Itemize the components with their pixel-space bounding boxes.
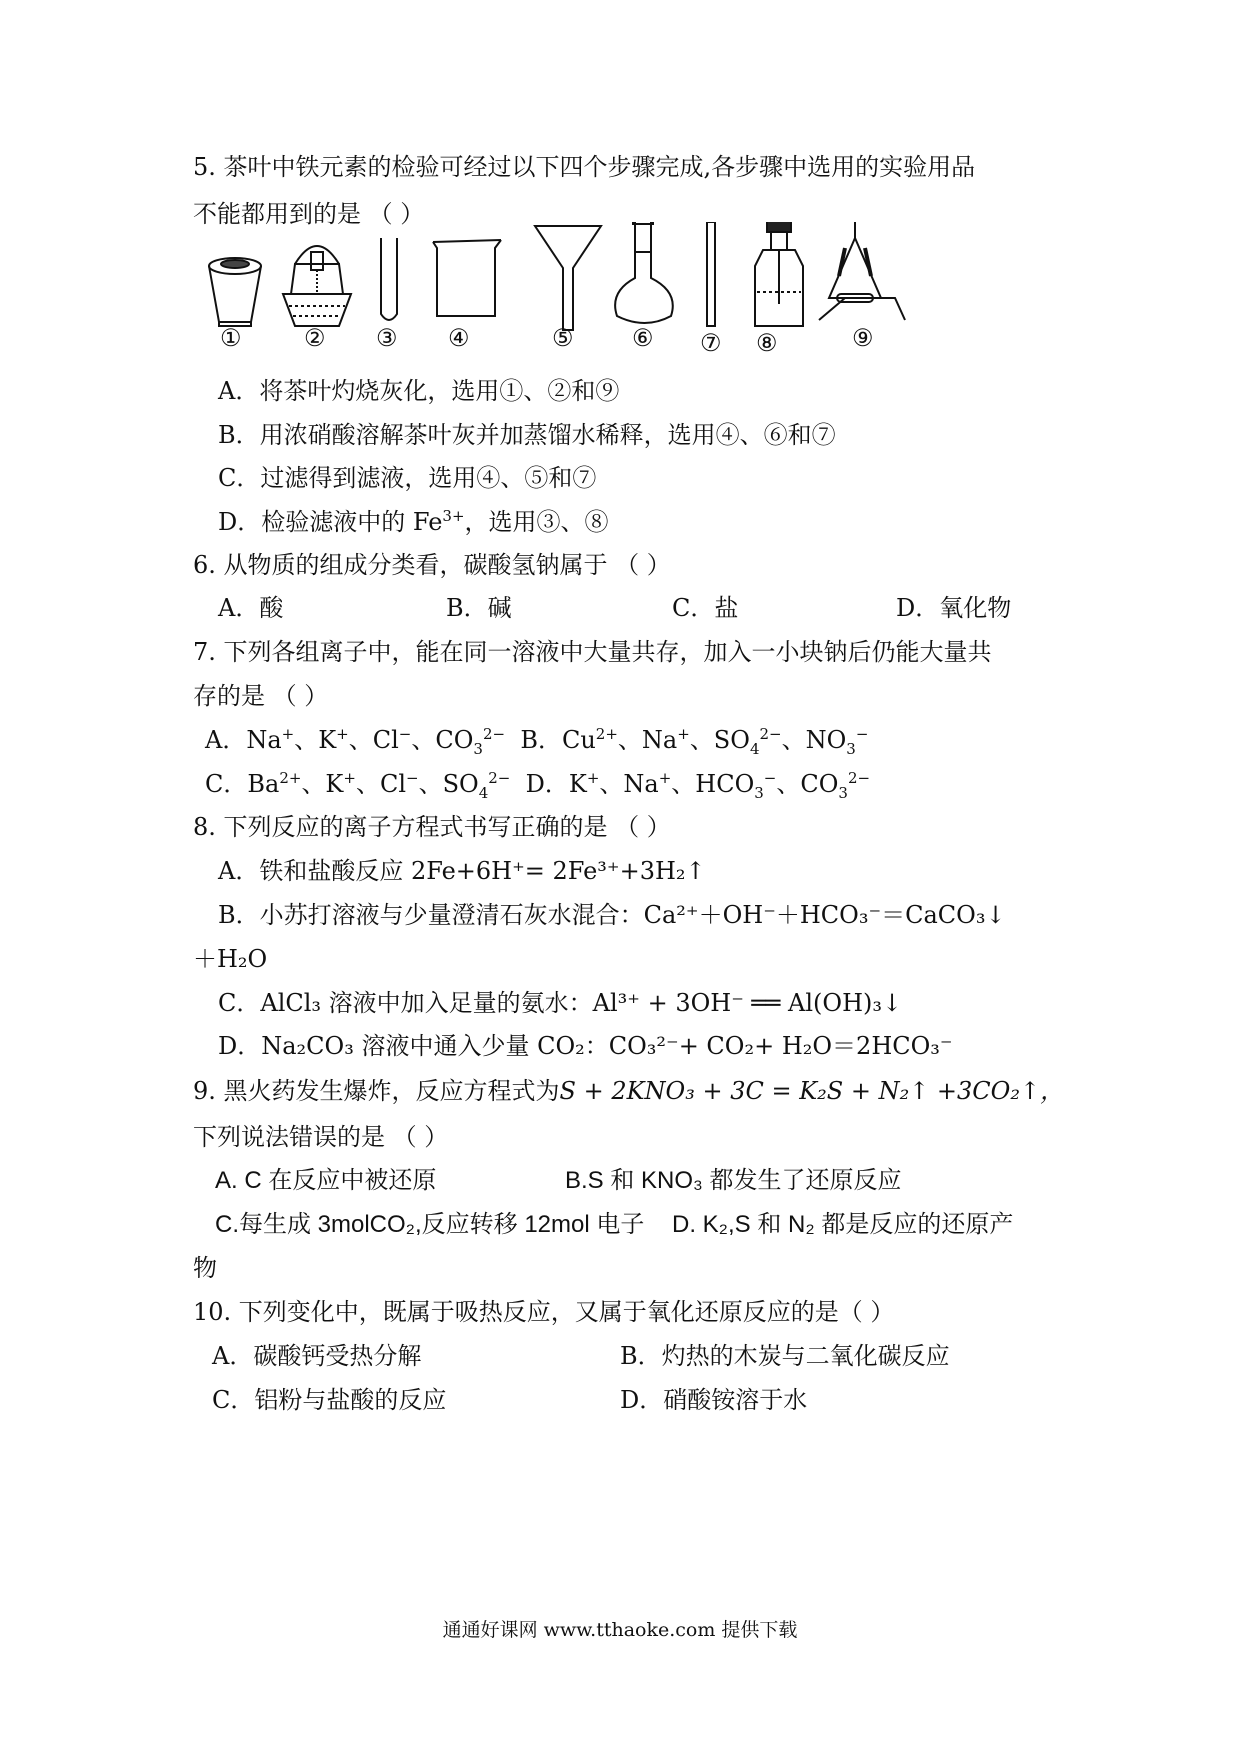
q5-stem-line2: 不能都用到的是 （ ） (193, 200, 425, 228)
q5-option-d (218, 507, 609, 537)
apparatus-label-2: ② (304, 324, 326, 352)
q5-option-c: C．过滤得到滤液，选用④、⑤和⑦ (218, 464, 597, 492)
q9-option-b: B.S 和 KNO₃ 都发生了还原反应 (565, 1167, 902, 1194)
q9-stem-pre: 9. 黑火药发生爆炸，反应方程式为 (193, 1077, 560, 1105)
q10-option-a: A．碳酸钙受热分解 (212, 1342, 422, 1370)
apparatus-label-5: ⑤ (552, 324, 574, 352)
q6-option-a: A．酸 (218, 594, 284, 622)
apparatus-figure (205, 222, 965, 394)
q8-option-b-line2: ＋H₂O (193, 945, 268, 973)
q10-option-d: D．硝酸铵溶于水 (620, 1386, 808, 1414)
q9-equation: S + 2KNO₃ + 3C = K₂S + N₂↑ +3CO₂↑， (559, 1077, 1065, 1105)
q8-option-a: A．铁和盐酸反应 2Fe+6H⁺= 2Fe³⁺+3H₂↑ (218, 857, 706, 885)
q9-stem-line2: 下列说法错误的是 （ ） (193, 1123, 449, 1151)
apparatus-label-6: ⑥ (632, 324, 654, 352)
q8-option-b-line1: B．小苏打溶液与少量澄清石灰水混合：Ca²⁺＋OH⁻＋HCO₃⁻＝CaCO₃↓ (218, 901, 1006, 929)
dropper-bottle-drawing (755, 222, 803, 326)
apparatus-label-9: ⑨ (852, 324, 874, 352)
apparatus-label-4: ④ (448, 324, 470, 352)
beaker-drawing (433, 240, 501, 316)
q5-option-d-post: ，选用③、⑧ (464, 508, 609, 536)
q7-stem-line1: 7. 下列各组离子中，能在同一溶液中大量共存，加入一小块钠后仍能大量共 (193, 638, 992, 666)
crucible-drawing (209, 258, 261, 326)
funnel-drawing (535, 226, 601, 330)
q7-options-cd: C．$Ba^{2+}$、K+、Cl−、$SO_4^{2-}$ D．K+、Na+、$HCO_3^-$、$CO_3^{2-}$ (205, 769, 871, 802)
apparatus-label-1: ① (220, 324, 242, 352)
q9-stem-line1 (193, 1076, 1064, 1106)
q5-option-a: A．将茶叶灼烧灰化，选用①、②和⑨ (218, 377, 620, 405)
test-tube-drawing (381, 238, 397, 320)
q8-option-d: D．Na₂CO₃ 溶液中通入少量 CO₂：CO₃²⁻+ CO₂+ H₂O＝2HCO₃⁻ (218, 1032, 953, 1060)
q10-option-b: B．灼热的木炭与二氧化碳反应 (620, 1342, 950, 1370)
q10-option-c: C．铝粉与盐酸的反应 (212, 1386, 447, 1414)
q5-option-d-pre: D．检验滤液中的 Fe (218, 508, 443, 536)
q7-options-ab: A．Na+、K+、Cl−、$CO_3^{2-}$ B．$Cu^{2+}$、Na+、$SO_4^{2-}$、$NO_3^-$ (205, 725, 869, 758)
q5-option-d-sup: 3+ (442, 507, 465, 525)
glass-rod-drawing (707, 222, 715, 326)
q9-option-c: C.每生成 3molCO₂,反应转移 12mol 电子 (215, 1211, 645, 1238)
footer-text: 通通好课网 www.tthaoke.com 提供下载 (442, 1619, 798, 1641)
q9-option-d: D. K₂,S 和 N₂ 都是反应的还原产 (672, 1211, 1014, 1238)
q6-option-b: B．碱 (446, 594, 512, 622)
q6-option-c: C．盐 (672, 594, 739, 622)
clay-triangle-drawing (819, 222, 905, 320)
q8-stem: 8. 下列反应的离子方程式书写正确的是 （ ） (193, 813, 671, 841)
volumetric-flask-drawing (615, 222, 673, 323)
q8-option-c: C．AlCl₃ 溶液中加入足量的氨水：Al³⁺ + 3OH⁻ ══ Al(OH)₃↓ (218, 989, 903, 1017)
q5-option-b: B．用浓硝酸溶解茶叶灰并加蒸馏水稀释，选用④、⑥和⑦ (218, 421, 836, 449)
q6-option-d: D．氧化物 (896, 594, 1012, 622)
q9-option-d-cont: 物 (193, 1255, 217, 1282)
q9-option-a: A. C 在反应中被还原 (215, 1167, 437, 1194)
apparatus-label-7: ⑦ (700, 329, 722, 357)
q6-stem: 6. 从物质的组成分类看，碳酸氢钠属于 （ ） (193, 551, 671, 579)
apparatus-label-3: ③ (376, 324, 398, 352)
q10-stem: 10. 下列变化中，既属于吸热反应，又属于氧化还原反应的是（ ） (193, 1298, 895, 1326)
apparatus-label-8: ⑧ (756, 329, 778, 357)
q5-stem-line1: 5. 茶叶中铁元素的检验可经过以下四个步骤完成,各步骤中选用的实验用品 (193, 153, 976, 181)
alcohol-lamp-drawing (283, 246, 351, 326)
q7-stem-line2: 存的是 （ ） (193, 682, 329, 710)
